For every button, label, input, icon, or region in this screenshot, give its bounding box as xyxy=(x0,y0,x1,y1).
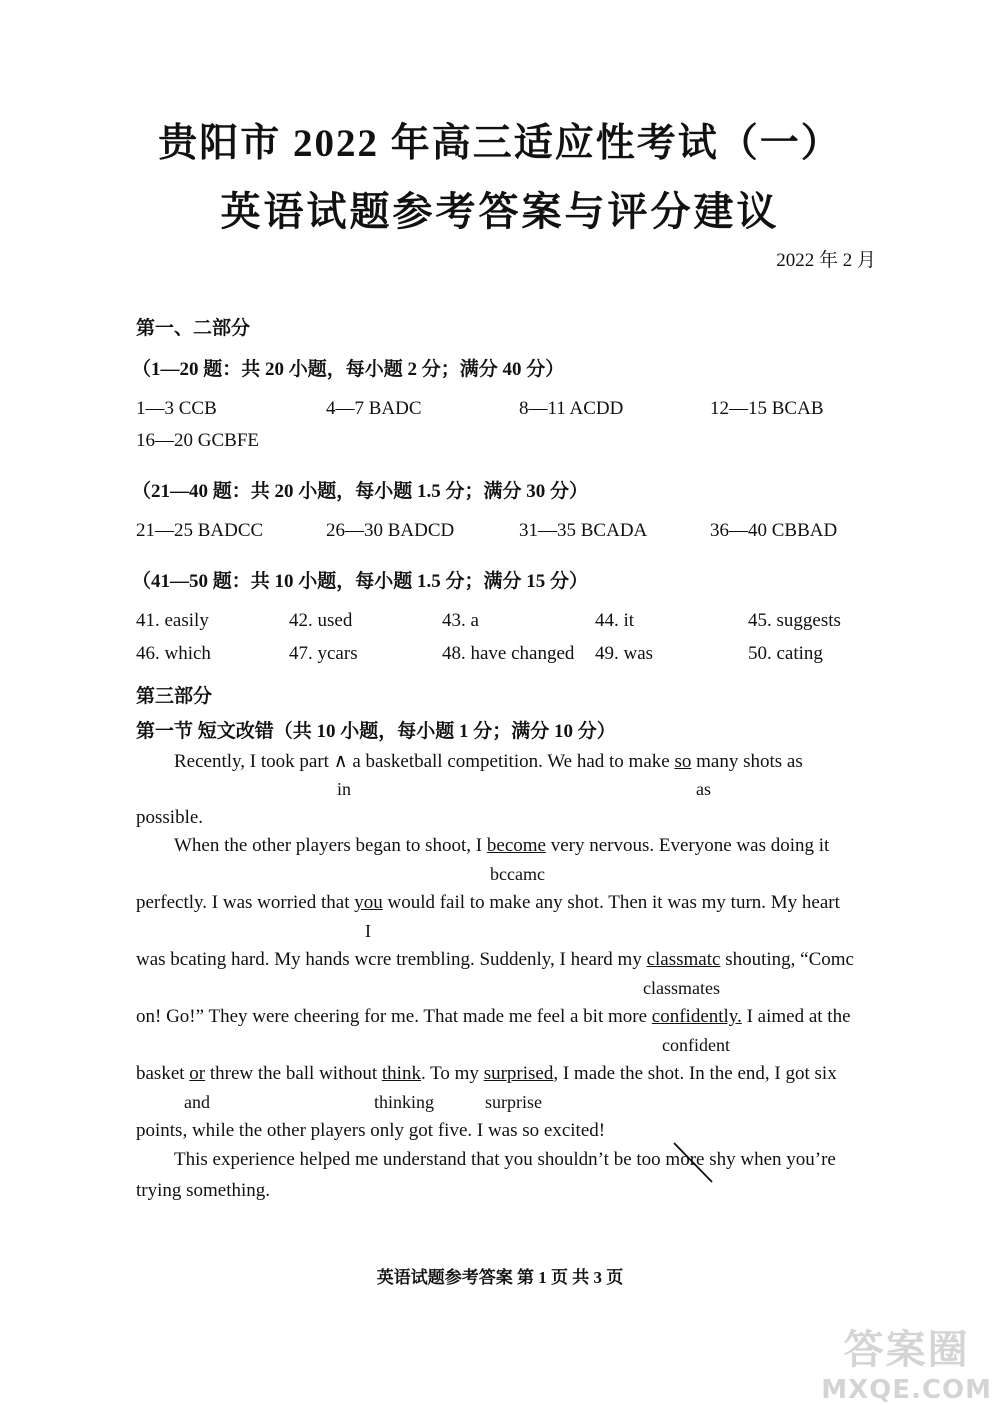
error-word: become xyxy=(486,835,546,856)
correction-text: thinking xyxy=(374,1092,435,1112)
correction-text: as xyxy=(696,779,711,799)
answer-item: 47. ycars xyxy=(289,643,358,664)
passage-line: possible. xyxy=(136,807,204,828)
error-word: surprised xyxy=(483,1063,554,1084)
error-word: confidently. xyxy=(651,1006,742,1027)
answer-item: 21—25 BADCC xyxy=(136,520,264,541)
watermark-logo: 答案圈 MXQE.COM xyxy=(821,1327,992,1405)
passage-line: on! Go!” They were cheering for me. That made me feel a bit more confidently. I aimed at the xyxy=(136,1006,851,1027)
error-word: you xyxy=(354,892,383,913)
answer-item: 46. which xyxy=(136,643,211,664)
exam-title: 贵阳市 2022 年高三适应性考试（一） xyxy=(158,122,842,165)
passage-line: This experience helped me understand that you shouldn’t be too more shy when you’re xyxy=(174,1149,836,1170)
correction-text: confident xyxy=(662,1035,730,1055)
insertion-caret: ∧ xyxy=(333,751,348,772)
answer-item: 44. it xyxy=(595,610,635,631)
answer-item: 31—35 BCADA xyxy=(519,520,648,541)
answer-item: 12—15 BCAB xyxy=(710,398,824,419)
passage-line: was bcating hard. My hands wcre trembling. Suddenly, I heard my classmatc shouting, “Comc xyxy=(136,949,854,970)
answer-item: 50. cating xyxy=(748,643,823,664)
answer-key-title: 英语试题参考答案与评分建议 xyxy=(220,189,780,234)
answer-item: 43. a xyxy=(442,610,479,631)
answer-item: 4—7 BADC xyxy=(326,398,422,419)
group1-scoring-note: （1—20 题：共 20 小题，每小题 2 分；满分 40 分） xyxy=(132,359,565,380)
answer-item: 45. suggests xyxy=(748,610,841,631)
passage-line: basket or threw the ball without think. To my surprised, I made the shot. In the end, I got six xyxy=(136,1063,837,1084)
error-word: classmatc xyxy=(646,949,721,970)
correction-text: surprise xyxy=(485,1092,542,1112)
answer-item: 1—3 CCB xyxy=(136,398,217,419)
correction-text: in xyxy=(337,779,352,799)
section1-heading: 第一节 短文改错（共 10 小题，每小题 1 分；满分 10 分） xyxy=(136,721,616,742)
answer-item: 16—20 GCBFE xyxy=(136,430,259,451)
error-word: so xyxy=(674,751,692,772)
part12-heading: 第一、二部分 xyxy=(136,318,251,339)
document-date: 2022 年 2 月 xyxy=(776,250,876,271)
part3-heading: 第三部分 xyxy=(136,686,213,707)
page-footer: 英语试题参考答案 第 1 页 共 3 页 xyxy=(376,1268,624,1287)
passage-line: Recently, I took part ∧ a basketball competition. We had to make so many shots as xyxy=(174,751,803,772)
group3-scoring-note: （41—50 题：共 10 小题，每小题 1.5 分；满分 15 分） xyxy=(132,571,589,592)
group2-scoring-note: （21—40 题：共 20 小题，每小题 1.5 分；满分 30 分） xyxy=(132,481,589,502)
answer-item: 48. have changed xyxy=(442,643,575,664)
error-word: think xyxy=(381,1063,421,1084)
error-word: or xyxy=(189,1063,206,1084)
correction-text: and xyxy=(184,1092,210,1112)
passage-line: trying something. xyxy=(136,1180,271,1201)
answer-item: 42. used xyxy=(289,610,353,631)
answer-item: 26—30 BADCD xyxy=(326,520,455,541)
passage-line: points, while the other players only got five. I was so excited! xyxy=(136,1120,606,1141)
correction-text: I xyxy=(365,921,371,941)
deletion-slash-mark xyxy=(668,1140,718,1186)
correction-text: classmates xyxy=(643,978,720,998)
correction-text: bccamc xyxy=(490,864,545,884)
answer-item: 8—11 ACDD xyxy=(519,398,624,419)
answer-item: 49. was xyxy=(595,643,654,664)
passage-line: perfectly. I was worried that you would fail to make any shot. Then it was my turn. My heart xyxy=(136,892,840,913)
answer-item: 41. easily xyxy=(136,610,209,631)
answer-item: 36—40 CBBAD xyxy=(710,520,838,541)
passage-line: When the other players began to shoot, I become very nervous. Everyone was doing it xyxy=(174,835,830,856)
